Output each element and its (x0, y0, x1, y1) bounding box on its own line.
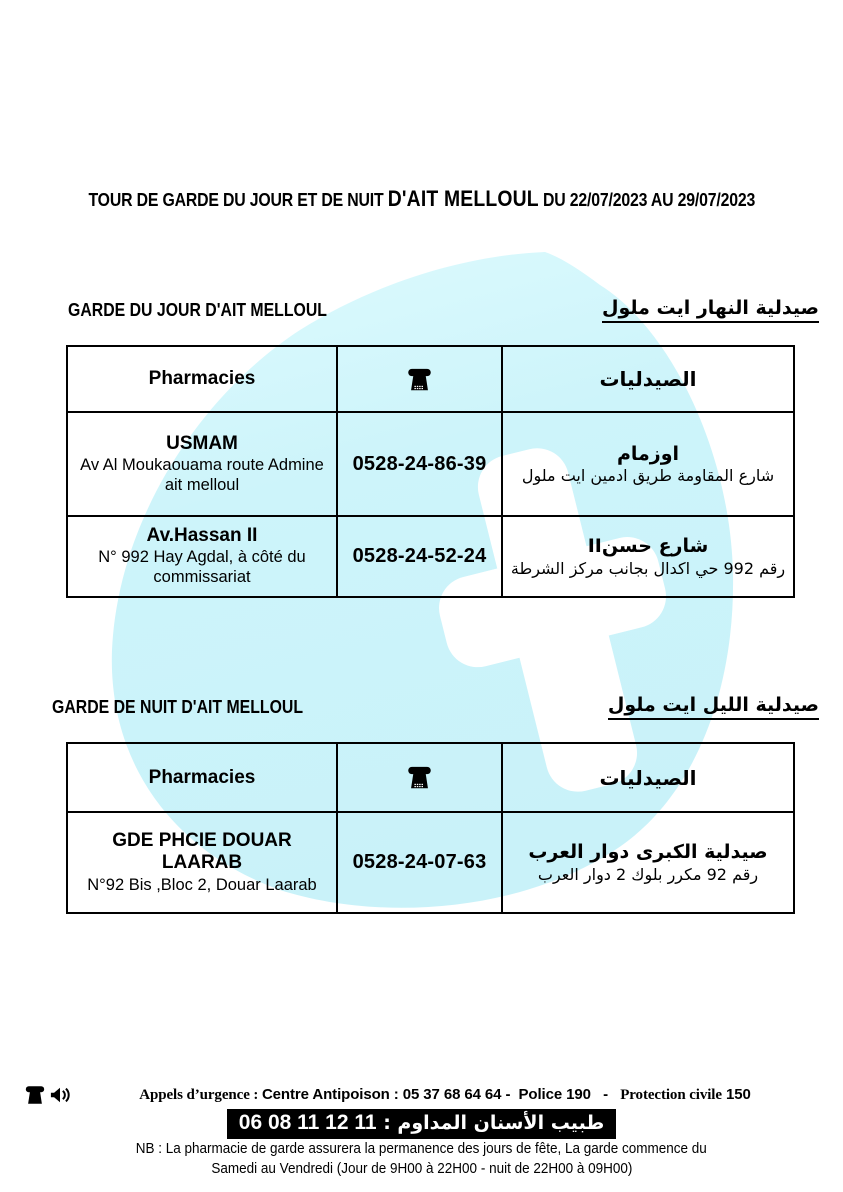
phone-number: 0528-24-86-39 (352, 452, 487, 475)
pharmacy-address: N° 992 Hay Agdal, à côté du commissariat (98, 548, 306, 587)
pharmacy-cell-ar (502, 812, 794, 913)
table-row (67, 516, 794, 597)
table-row (67, 412, 794, 516)
pharmacy-cell-fr (67, 516, 337, 597)
speaker-icon (49, 1085, 71, 1105)
night-guard-section-heading (52, 694, 819, 720)
column-header-pharmacies-ar: الصيدليات (599, 367, 697, 391)
pharmacy-name-ar: صيدلية الكبرى دوار العرب (528, 841, 768, 864)
pharmacy-address-ar: رقم 992 حي اكدال بجانب مركز الشرطة (510, 558, 786, 578)
phone-number: 0528-24-52-24 (352, 545, 487, 567)
pharmacy-address-ar: شارع المقاومة طريق ادمين ايت ملول (521, 466, 775, 486)
pharmacy-cell-fr (67, 412, 337, 516)
pharmacy-name-ar: اوزمام (616, 442, 680, 465)
phone-number: 0528-24-07-63 (352, 851, 487, 873)
protection-civile-number: 150 (721, 1086, 751, 1103)
emergency-icons (24, 1084, 71, 1106)
emergency-numbers-text (71, 1086, 819, 1104)
column-header-pharmacies: Pharmacies (148, 766, 256, 788)
pharmacy-name: GDE PHCIE DOUAR LAARAB (112, 829, 292, 874)
phone-cell (337, 516, 502, 597)
nb-line-2: Samedi au Vendredi (Jour de 9H00 à 22H00 - nuit de 22H00 à 09H00) (210, 1159, 633, 1177)
table-header-row (67, 743, 794, 812)
day-guard-section-heading (68, 297, 819, 323)
title-prefix: TOUR DE GARDE DU JOUR ET DE NUIT (88, 190, 388, 210)
antipoison-police-numbers: Centre Antipoison : 05 37 68 64 64 - Police 190 - (261, 1086, 621, 1103)
title-daterange: DU 22/07/2023 AU 29/07/2023 (538, 190, 755, 210)
column-header-pharmacies-ar: الصيدليات (599, 765, 697, 790)
night-guard-heading-fr: GARDE DE NUIT D'AIT MELLOUL (52, 696, 304, 717)
document-title (0, 186, 843, 212)
day-guard-table (66, 345, 795, 598)
night-guard-heading-ar: صيدلية الليل ايت ملول (608, 694, 819, 720)
nb-line-1: NB : La pharmacie de garde assurera la permanence des jours de fête, La garde commence du (135, 1140, 708, 1157)
dentist-banner-label: طبيب الأسنان المداوم : (376, 1112, 605, 1134)
telephone-icon (24, 1084, 46, 1106)
dentist-phone-number: 06 08 11 12 11 (238, 1111, 377, 1134)
telephone-icon (406, 764, 433, 791)
column-header-pharmacies: Pharmacies (148, 368, 256, 389)
pharmacy-name: USMAM (166, 432, 238, 454)
pharmacy-name: Av.Hassan II (146, 525, 258, 546)
pharmacy-address-ar: رقم 92 مكرر بلوك 2 دوار العرب (537, 864, 759, 884)
protection-civile-label: Protection civile (620, 1087, 722, 1103)
table-row (67, 812, 794, 913)
phone-cell (337, 412, 502, 516)
pharmacy-cell-ar (502, 412, 794, 516)
phone-cell (337, 812, 502, 913)
emergency-numbers-line (24, 1084, 819, 1106)
table-header-row (67, 346, 794, 412)
emergency-label: Appels d’urgence : (139, 1087, 262, 1103)
day-guard-heading-fr: GARDE DU JOUR D'AIT MELLOUL (68, 299, 327, 320)
dentist-on-call-banner (227, 1109, 616, 1139)
pharmacy-cell-ar (502, 516, 794, 597)
nb-note (0, 1139, 843, 1178)
telephone-icon (406, 366, 433, 393)
dentist-banner-row (0, 1109, 843, 1139)
title-city: D'AIT MELLOUL (387, 186, 539, 211)
night-guard-table (66, 742, 795, 914)
pharmacy-cell-fr (67, 812, 337, 913)
pharmacy-name-ar: شارع حسنII (587, 535, 709, 558)
pharmacy-address: Av Al Moukaouama route Admine ait melloul (80, 455, 324, 494)
day-guard-heading-ar: صيدلية النهار ايت ملول (602, 297, 819, 323)
pharmacy-address: N°92 Bis ,Bloc 2, Douar Laarab (87, 875, 317, 894)
